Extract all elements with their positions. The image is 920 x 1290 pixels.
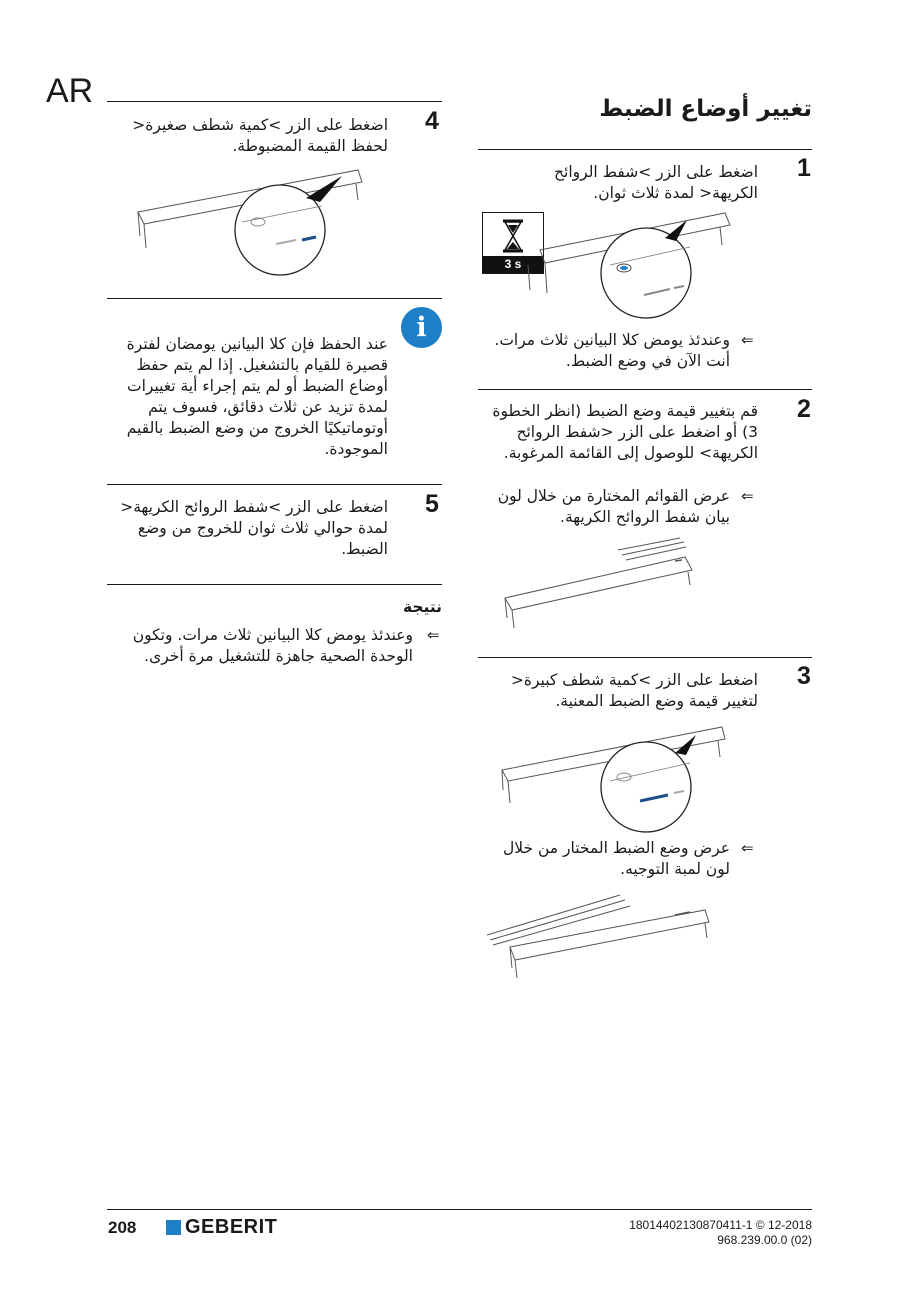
step-1-rule [478,149,812,150]
step-2-text: قم بتغيير قيمة وضع الضبط (انظر الخطوة 3) أو اضغط على الزر <شفط الروائح الكريهة> للوصول إلى القائمة المرغوبة. [492,402,758,462]
step-1-text: اضغط على الزر >شفط الروائح الكريهة< لمدة ثلاث ثوان. [554,163,758,202]
step-4-illustration [130,160,370,280]
timer-label: 3 s [482,256,544,273]
step-5-number: 5 [425,490,439,518]
step-3-text: اضغط على الزر >كمية شطف كبيرة< لتغيير قيمة وضع الضبط المعنية. [510,671,758,710]
result-arrow: ⇐ [427,626,440,644]
step-2-number: 2 [797,395,811,423]
step-3-result: عرض وضع الضبط المختار من خلال لون لمبة التوجيه. [502,839,730,878]
footer-rule [107,1209,812,1210]
section-title: تغيير أوضاع الضبط [599,96,812,122]
step-2-rule [478,389,812,390]
step-5-text: اضغط على الزر >شفط الروائح الكريهة< لمدة حوالي ثلاث ثوان للخروج من وضع الضبط. [120,498,388,558]
step-4-number: 4 [425,107,439,135]
language-code: AR [46,72,94,110]
header-rule [107,101,442,102]
document-number-line-2: 968.239.00.0 (02) [717,1233,812,1247]
result-heading: نتيجة [402,598,442,616]
info-rule [107,298,442,299]
brand-name: GEBERIT [185,1216,278,1238]
brand-square-icon [166,1220,181,1235]
info-icon: i [401,307,442,348]
step-3-second-illustration [485,890,715,980]
page-number: 208 [108,1218,137,1237]
document-number-line-1: 18014402130870411-1 © 12-2018 [629,1218,812,1232]
result-rule [107,584,442,585]
step-2-result: عرض القوائم المختارة من خلال لون بيان شفط الروائح الكريهة. [497,487,730,526]
step-3-rule [478,657,812,658]
step-4-text: اضغط على الزر >كمية شطف صغيرة< لحفظ القيمة المضبوطة. [132,116,388,155]
step-1-illustration [500,205,740,325]
step-1-result: وعندئذ يومض كلا البيانين ثلاث مرات. أنت الآن في وضع الضبط. [494,331,730,370]
step-1-result-arrow: ⇐ [741,331,754,349]
step-3-illustration [500,715,730,835]
document-number [629,1218,812,1248]
step-1-number: 1 [797,154,811,182]
brand-logo [166,1216,277,1239]
step-2-illustration [500,530,730,630]
result-text: وعندئذ يومض كلا البيانين ثلاث مرات. وتكون الوحدة الصحية جاهزة للتشغيل مرة أخرى. [132,626,413,665]
step-3-result-arrow: ⇐ [741,839,754,857]
step-3-number: 3 [797,662,811,690]
step-5-rule [107,484,442,485]
info-text: عند الحفظ فإن كلا البيانين يومضان لفترة قصيرة للقيام بالتشغيل. إذا لم يتم حفظ أوضاع الضبط أو لم يتم إجراء أية تغييرات لمدة تزيد عن ثلاث دقائق، فسوف يتم أوتوماتيكيًا الخروج من وضع الضبط بالقيم الموجودة. [126,335,388,458]
step-2-result-arrow: ⇐ [741,487,754,505]
